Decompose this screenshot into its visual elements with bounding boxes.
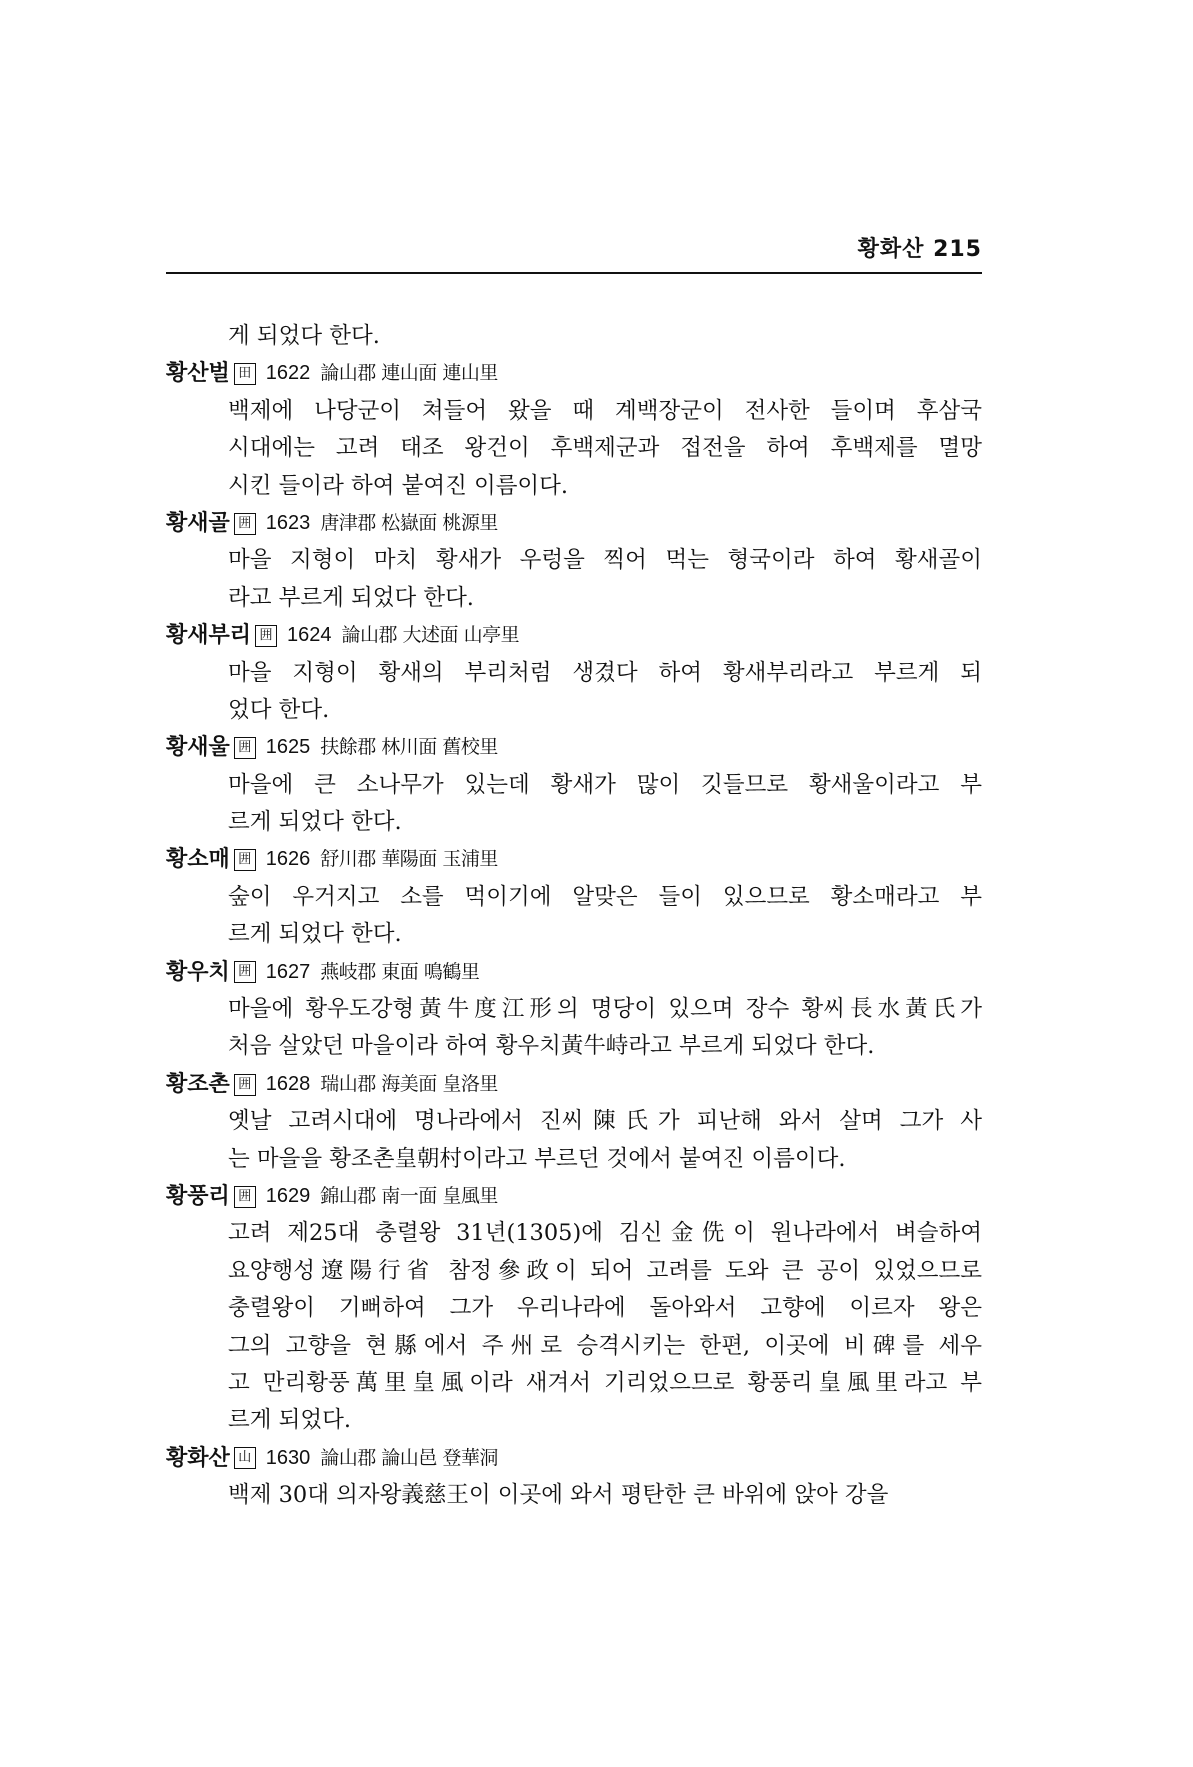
entry-term: 황새골 (166, 510, 230, 536)
entry-term: 황새부리 (166, 623, 252, 649)
entry-text-line: 고 만리황풍萬里皇風이라 새겨서 기리었으므로 황풍리皇風里라고 부 (228, 1369, 982, 1396)
entry-number: 1623 (265, 511, 311, 534)
entry-location: 唐津郡 松嶽面 桃源里 (320, 511, 498, 534)
entry-location: 論山郡 連山面 連山里 (320, 362, 498, 385)
continuation-line: 게 되었다 한다. (228, 323, 380, 349)
entry-number: 1627 (265, 960, 311, 983)
entry-term: 황새울 (166, 735, 230, 761)
entry-type-mark: 囲 (234, 1186, 256, 1208)
entry-type-mark: 山 (234, 1447, 256, 1469)
entry-type-mark: 囲 (234, 849, 256, 871)
entry-heading (166, 841, 982, 878)
entry-number: 1622 (265, 362, 311, 385)
entry-term: 황조촌 (166, 1071, 230, 1097)
entry-text-line: 시대에는 고려 태조 왕건이 후백제군과 접전을 하여 후백제를 멸망 (228, 435, 982, 462)
entry-number: 1629 (265, 1184, 311, 1207)
entry-type-mark: 囲 (234, 513, 256, 535)
entry-text-line: 요양행성遼陽行省 참정參政이 되어 고려를 도와 큰 공이 있었으므로 (228, 1257, 982, 1284)
entry-term: 황우치 (166, 959, 230, 985)
entry-term: 황소매 (166, 847, 230, 873)
entry-type-mark: 囲 (234, 961, 256, 983)
entry-heading (166, 617, 982, 654)
entry-location: 瑞山郡 海美面 皇洛里 (320, 1072, 498, 1095)
entry-number: 1624 (287, 624, 332, 647)
entry-term: 황풍리 (166, 1183, 230, 1209)
entry-text-line: 는 마을을 황조촌皇朝村이라고 부르던 것에서 붙여진 이름이다. (228, 1145, 846, 1172)
entry-location: 燕岐郡 東面 鳴鶴里 (320, 960, 480, 983)
entry-heading (166, 1178, 982, 1215)
entry-text-line: 르게 되었다. (228, 1407, 351, 1434)
entry-type-mark: 囲 (234, 737, 256, 759)
entry-text-line: 마을에 황우도강형黃牛度江形의 명당이 있으며 장수 황씨長水黃氏가 (228, 996, 982, 1023)
entry-text-line: 백제 30대 의자왕義慈王이 이곳에 와서 평탄한 큰 바위에 앉아 강을 (228, 1482, 889, 1509)
entry-number: 1628 (265, 1072, 311, 1095)
entry-location: 錦山郡 南一面 皇風里 (320, 1184, 498, 1207)
entry-location: 扶餘郡 林川面 舊校里 (320, 736, 498, 759)
entry-heading (166, 355, 982, 392)
entry-heading (166, 1066, 982, 1103)
entry-text-line: 르게 되었다 한다. (228, 921, 402, 948)
entry-location: 論山郡 論山邑 登華洞 (320, 1446, 498, 1469)
entry-type-mark: 囲 (234, 1074, 256, 1096)
entry-text-line: 숲이 우거지고 소를 먹이기에 알맞은 들이 있으므로 황소매라고 부 (228, 883, 982, 910)
entry-text-line: 었다 한다. (228, 696, 330, 723)
page-body (166, 318, 982, 1515)
entry-text-line: 마을에 큰 소나무가 있는데 황새가 많이 깃들므로 황새울이라고 부 (228, 771, 982, 798)
entry-number: 1630 (265, 1446, 311, 1469)
entry-heading (166, 954, 982, 991)
running-title: 황화산 215 (857, 237, 982, 262)
entry-text-line: 처음 살았던 마을이라 하여 황우치黃牛峙라고 부르게 되었다 한다. (228, 1033, 875, 1060)
entry-text-line: 백제에 나당군이 쳐들어 왔을 때 계백장군이 전사한 들이며 후삼국 (228, 397, 982, 424)
entry-type-mark: 田 (234, 363, 256, 385)
entry-term: 황화산 (166, 1445, 230, 1471)
entry-text-line: 고려 제25대 충렬왕 31년(1305)에 김신金侁이 원나라에서 벼슬하여 (228, 1220, 982, 1247)
entry-text-line: 시킨 들이라 하여 붙여진 이름이다. (228, 472, 569, 499)
entry-heading (166, 1440, 982, 1477)
page-header (166, 232, 982, 274)
entry-number: 1625 (265, 736, 311, 759)
entry-text-line: 마을 지형이 마치 황새가 우렁을 찍어 먹는 형국이라 하여 황새골이 (228, 547, 982, 574)
entry-text-line: 옛날 고려시대에 명나라에서 진씨陳氏가 피난해 와서 살며 그가 사 (228, 1108, 982, 1135)
entry-number: 1626 (265, 848, 311, 871)
entry-type-mark: 囲 (255, 625, 277, 647)
entry-heading (166, 729, 982, 766)
entry-heading (166, 505, 982, 542)
entry-text-line: 르게 되었다 한다. (228, 809, 402, 836)
entry-text-line: 라고 부르게 되었다 한다. (228, 584, 474, 611)
entry-location: 論山郡 大述面 山亭里 (341, 624, 520, 647)
entry-text-line: 마을 지형이 황새의 부리처럼 생겼다 하여 황새부리라고 부르게 되 (228, 659, 982, 686)
entry-location: 舒川郡 華陽面 玉浦里 (320, 848, 498, 871)
entry-text-line: 그의 고향을 현縣에서 주州로 승격시키는 한편, 이곳에 비碑를 세우 (228, 1332, 982, 1359)
entry-text-line: 충렬왕이 기뻐하여 그가 우리나라에 돌아와서 고향에 이르자 왕은 (228, 1295, 982, 1322)
entry-term: 황산벌 (166, 361, 230, 387)
